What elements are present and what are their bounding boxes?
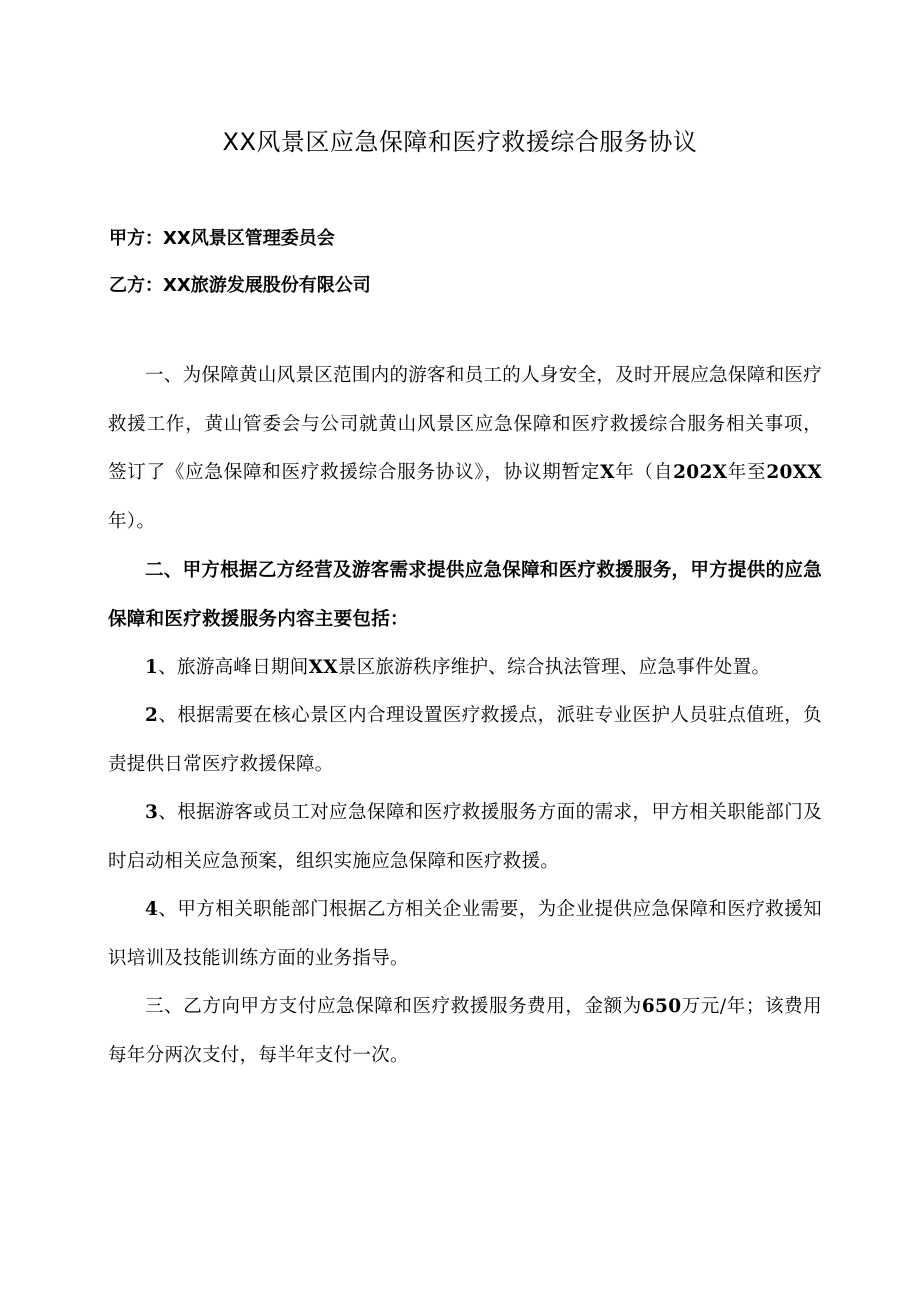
party-b: 乙方：XX旅游发展股份有限公司 xyxy=(109,275,371,296)
list-item-1 xyxy=(108,644,822,693)
document-title: XX风景区应急保障和医疗救援综合服务协议 xyxy=(222,128,698,156)
list-item-4 xyxy=(108,886,822,983)
item-1-bold: XX xyxy=(308,657,338,678)
p1-end-year: 20XX xyxy=(766,462,822,484)
list-item-2 xyxy=(108,692,822,789)
list-item-3 xyxy=(108,789,822,886)
p3-text-c: 万元/年；该费用每年分两次支付，每半年支付一次。 xyxy=(108,996,822,1066)
item-1-text-a: 、旅游高峰日期间 xyxy=(158,657,309,678)
p1-term-years: X xyxy=(600,462,615,484)
party-a: 甲方：XX风景区管理委员会 xyxy=(109,228,335,249)
item-2-number: 2 xyxy=(145,705,159,726)
p1-text-a: 一、为保障黄山风景区范围内的游客和员工的人身安全，及时开展应急保障和医疗救援工作，黄山管委会与公司就黄山风景区应急保障和医疗救援综合服务相关事项，签订了《应急保障和医疗救援综合服务协议》，协议期暂定 xyxy=(108,365,822,484)
p3-text-a: 三、乙方向甲方支付应急保障和医疗救援服务费用，金额为 xyxy=(145,996,642,1017)
paragraph-two: 二、甲方根据乙方经营及游客需求提供应急保障和医疗救援服务，甲方提供的应急保障和医疗救援服务内容主要包括： xyxy=(108,560,822,630)
item-3-text: 、根据游客或员工对应急保障和医疗救援服务方面的需求，甲方相关职能部门及时启动相关应急预案，组织实施应急保障和医疗救援。 xyxy=(108,802,822,872)
item-1-number: 1 xyxy=(145,657,159,678)
p1-start-year: 202X xyxy=(673,462,728,484)
p1-text-c: 年（自 xyxy=(614,462,674,484)
p3-amount: 650 xyxy=(641,996,682,1017)
item-4-number: 4 xyxy=(145,899,159,920)
item-3-number: 3 xyxy=(145,802,159,823)
item-2-text: 、根据需要在核心景区内合理设置医疗救援点，派驻专业医护人员驻点值班，负责提供日常医疗救援保障。 xyxy=(108,705,822,775)
item-1-text-c: 景区旅游秩序维护、综合执法管理、应急事件处置。 xyxy=(337,657,771,678)
paragraph-one xyxy=(108,352,822,546)
p1-text-e: 年）。 xyxy=(108,510,156,532)
paragraph-three xyxy=(108,983,822,1080)
item-4-text: 、甲方相关职能部门根据乙方相关企业需要，为企业提供应急保障和医疗救援知识培训及技能训练方面的业务指导。 xyxy=(108,899,822,969)
p1-text-d: 年至 xyxy=(727,462,767,484)
